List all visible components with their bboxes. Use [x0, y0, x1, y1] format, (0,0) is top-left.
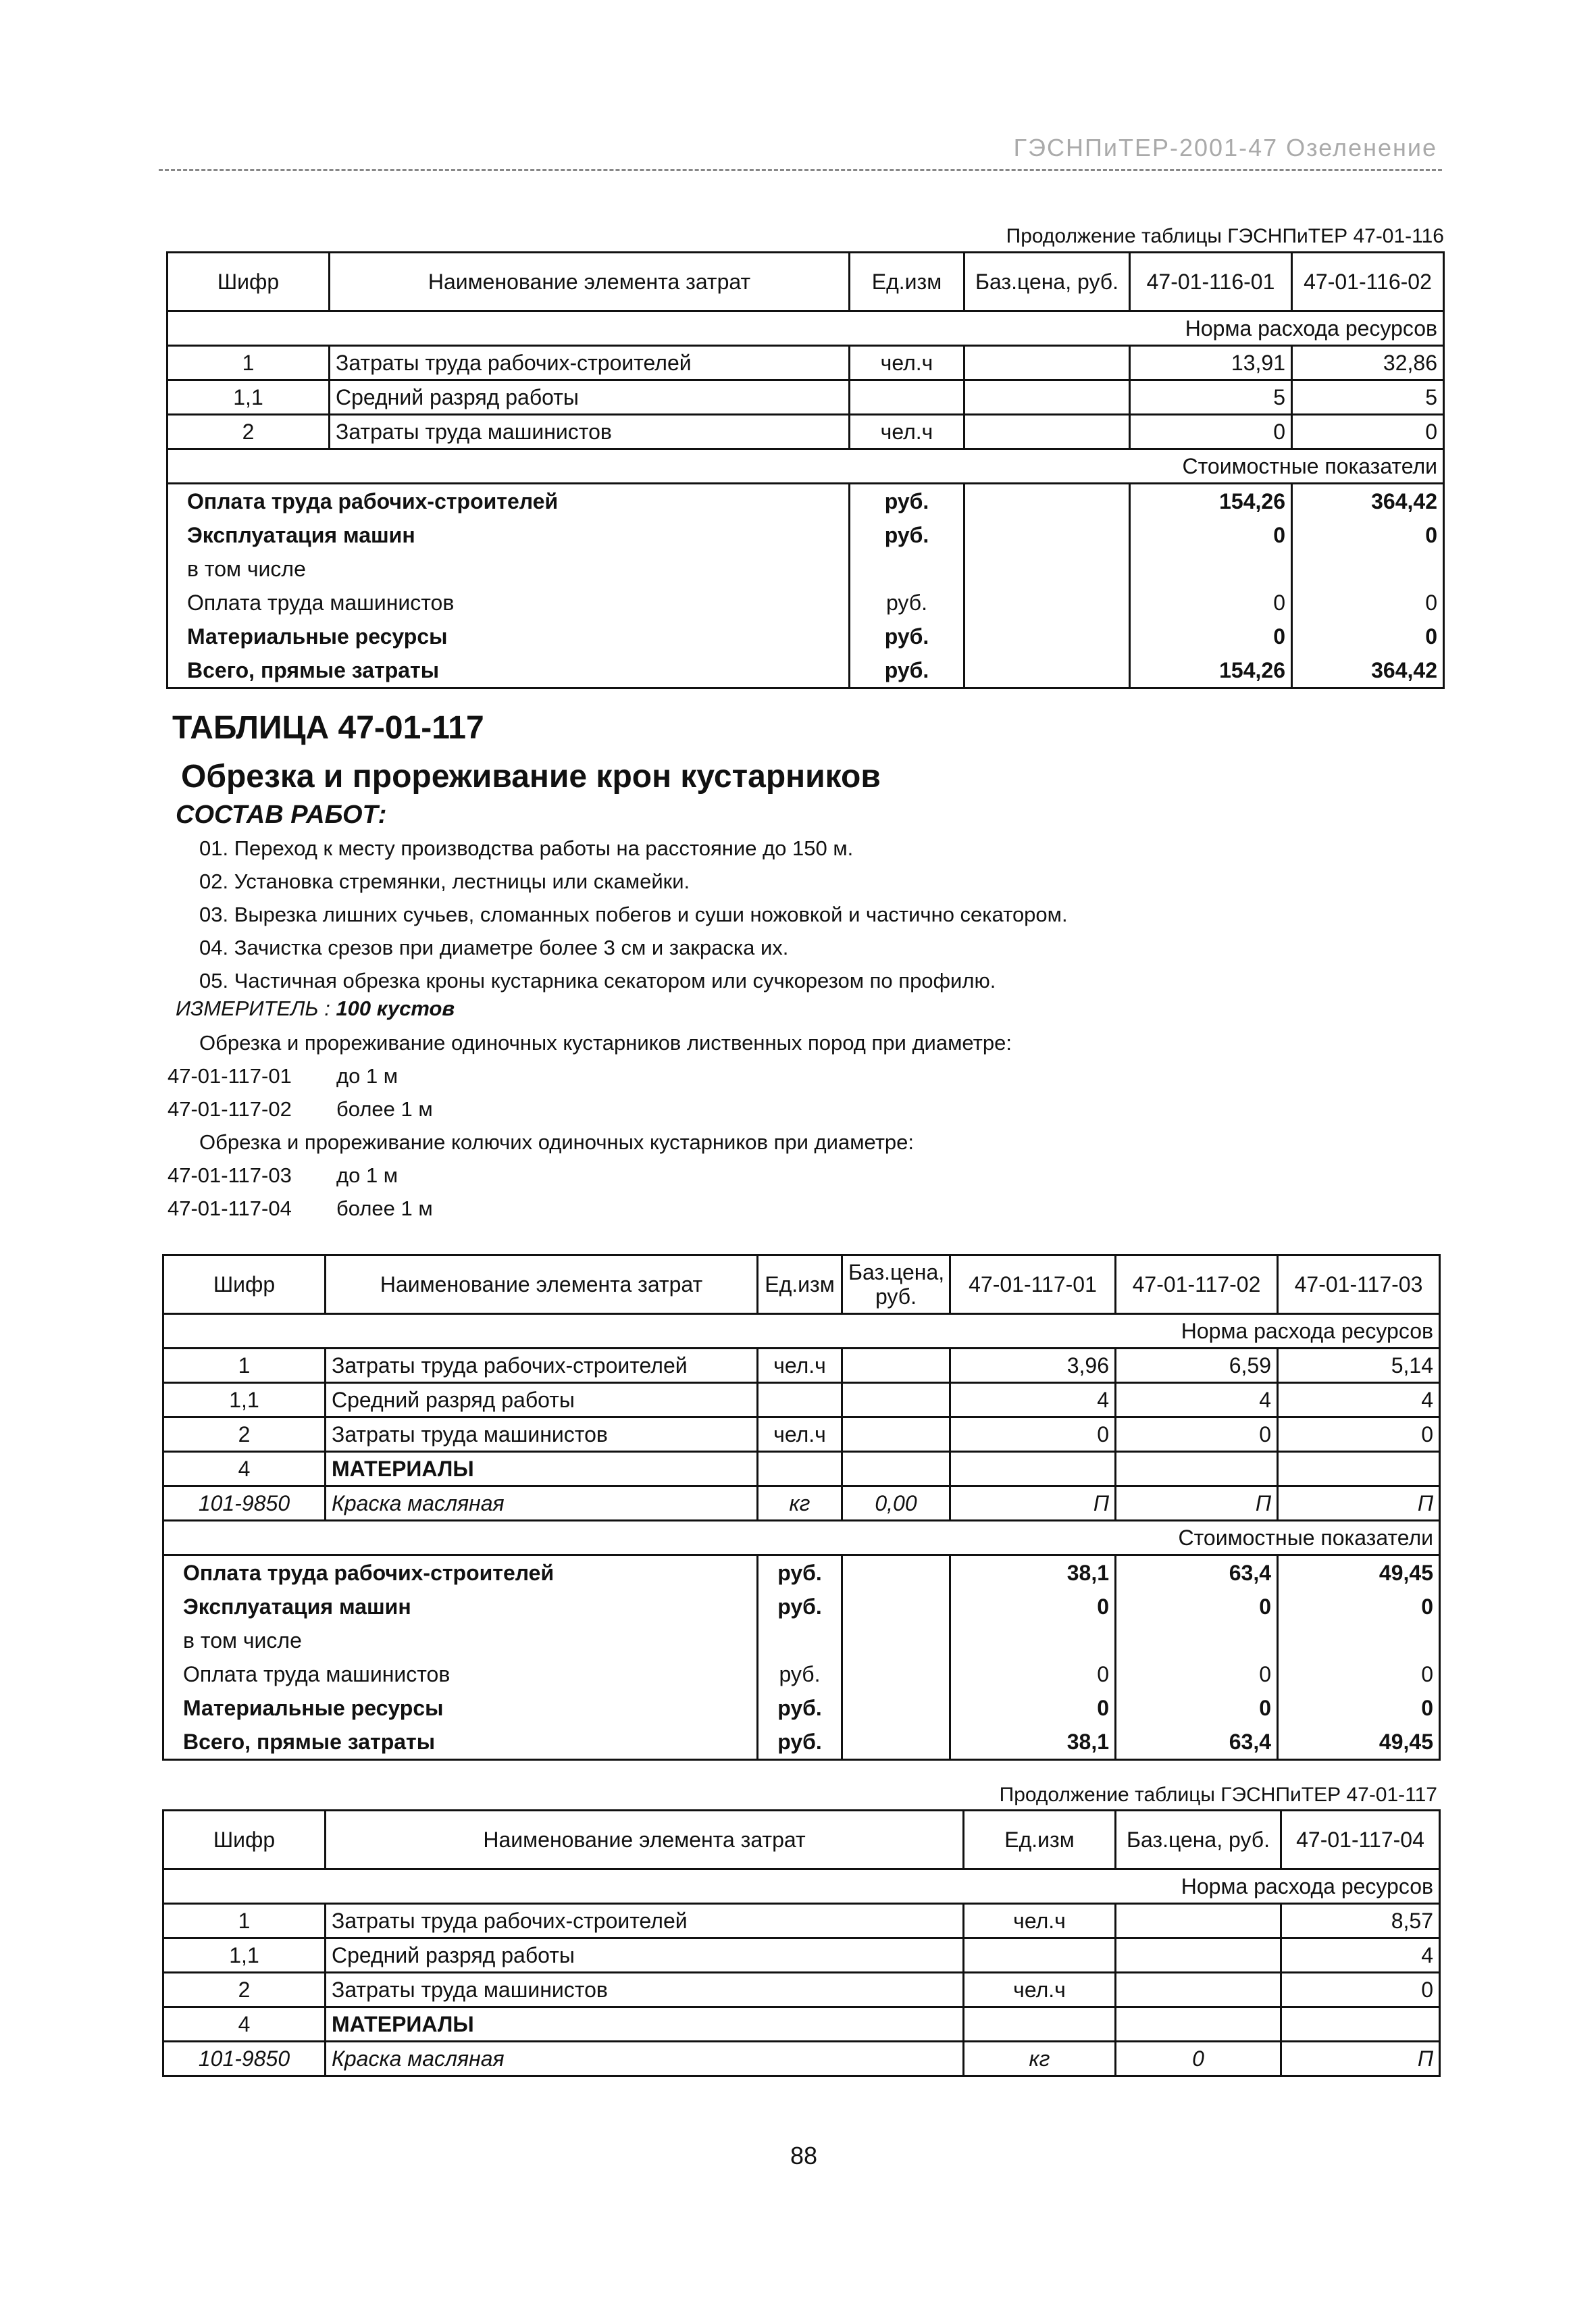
meter-value: 100 кустов — [336, 997, 455, 1020]
row-value-2: 0 — [1292, 415, 1444, 449]
row-value-1: 4 — [950, 1383, 1116, 1417]
summary-unit: руб. — [758, 1590, 842, 1624]
summary-value-1: 0 — [1130, 620, 1292, 653]
row-price — [1116, 1938, 1281, 1973]
table-row — [163, 1938, 1440, 1973]
header-cell-price: Баз.цена, руб. — [964, 253, 1130, 311]
row-value-2: 4 — [1116, 1383, 1278, 1417]
row-price — [1116, 2007, 1281, 2042]
row-value-3: 5,14 — [1278, 1349, 1440, 1383]
summary-unit: руб. — [758, 1555, 842, 1590]
table-row — [163, 1452, 1440, 1486]
header-cell-col2: 47-01-116-02 — [1292, 253, 1444, 311]
row-name: Средний разряд работы — [326, 1938, 964, 1973]
table-117 — [162, 1254, 1441, 1761]
code-text: до 1 м — [336, 1064, 398, 1088]
header-cell-name: Наименование элемента затрат — [326, 1811, 964, 1869]
code-line — [168, 1064, 398, 1088]
row-code: 101-9850 — [163, 1486, 326, 1521]
row-code: 4 — [163, 2007, 326, 2042]
row-value-3 — [1278, 1452, 1440, 1486]
row-value-1: 4 — [1281, 1938, 1440, 1973]
summary-row — [163, 1624, 1440, 1657]
table-117-continued — [162, 1809, 1441, 2077]
summary-value-1: 0 — [1130, 518, 1292, 552]
row-unit — [850, 380, 964, 415]
row-unit: чел.ч — [850, 415, 964, 449]
table-row — [163, 2042, 1440, 2076]
row-unit — [964, 2007, 1116, 2042]
summary-value-2: 0 — [1292, 586, 1444, 620]
meter — [176, 997, 455, 1021]
work-item: 03. Вырезка лишних сучьев, сломанных побегов и суши ножовкой и частично секатором. — [199, 903, 1068, 926]
row-code: 4 — [163, 1452, 326, 1486]
summary-value-2: 0 — [1116, 1691, 1278, 1725]
summary-value-3: 49,45 — [1278, 1555, 1440, 1590]
summary-value-1: 0 — [950, 1691, 1116, 1725]
summary-value-2 — [1116, 1624, 1278, 1657]
row-unit: кг — [758, 1486, 842, 1521]
meter-label: ИЗМЕРИТЕЛЬ : — [176, 997, 336, 1020]
cost-section-label: Стоимостные показатели — [168, 449, 1444, 484]
summary-name: Оплата труда машинистов — [163, 1657, 758, 1691]
summary-unit: руб. — [850, 518, 964, 552]
summary-row — [168, 484, 1444, 519]
summary-value-2: 63,4 — [1116, 1725, 1278, 1760]
row-name: Затраты труда машинистов — [326, 1973, 964, 2007]
row-value-1 — [1281, 2007, 1440, 2042]
row-value-2: 32,86 — [1292, 346, 1444, 380]
code: 47-01-117-01 — [168, 1064, 292, 1088]
row-price — [964, 346, 1130, 380]
code-text: более 1 м — [336, 1097, 433, 1121]
header-cell-col1: 47-01-117-01 — [950, 1255, 1116, 1314]
summary-name: Оплата труда машинистов — [168, 586, 850, 620]
code-line — [168, 1163, 398, 1188]
summary-value-3: 49,45 — [1278, 1725, 1440, 1760]
table-116-caption: Продолжение таблицы ГЭСНПиТЕР 47-01-116 — [1006, 225, 1444, 247]
row-unit: чел.ч — [758, 1417, 842, 1452]
table-row — [163, 2007, 1440, 2042]
code: 47-01-117-03 — [168, 1163, 292, 1187]
table-header-row — [168, 253, 1444, 311]
header-cell-col1: 47-01-117-04 — [1281, 1811, 1440, 1869]
row-name: Затраты труда машинистов — [326, 1417, 758, 1452]
summary-row — [168, 552, 1444, 586]
summary-unit — [850, 552, 964, 586]
summary-unit: руб. — [758, 1657, 842, 1691]
row-value-2: 6,59 — [1116, 1349, 1278, 1383]
header-cell-price: Баз.цена, руб. — [842, 1255, 950, 1314]
summary-unit: руб. — [850, 484, 964, 519]
table-header-row — [163, 1255, 1440, 1314]
summary-name: Всего, прямые затраты — [163, 1725, 758, 1760]
row-code: 1 — [163, 1904, 326, 1938]
row-value-2 — [1116, 1452, 1278, 1486]
row-value-1: 8,57 — [1281, 1904, 1440, 1938]
summary-name: Эксплуатация машин — [163, 1590, 758, 1624]
summary-row — [168, 586, 1444, 620]
summary-name: Оплата труда рабочих-строителей — [163, 1555, 758, 1590]
summary-value-1: 0 — [950, 1590, 1116, 1624]
row-price — [842, 1417, 950, 1452]
row-price: 0 — [1116, 2042, 1281, 2076]
row-price: 0,00 — [842, 1486, 950, 1521]
summary-name: в том числе — [168, 552, 850, 586]
summary-value-2: 364,42 — [1292, 653, 1444, 688]
row-name: Краска масляная — [326, 1486, 758, 1521]
summary-value-3 — [1278, 1624, 1440, 1657]
table-116 — [166, 251, 1445, 689]
summary-row — [163, 1555, 1440, 1590]
table-name: Обрезка и прореживание крон кустарников — [181, 759, 881, 795]
row-value-2: 5 — [1292, 380, 1444, 415]
summary-name: Материальные ресурсы — [163, 1691, 758, 1725]
summary-value-1 — [1130, 552, 1292, 586]
summary-value-3: 0 — [1278, 1657, 1440, 1691]
row-value-3: 0 — [1278, 1417, 1440, 1452]
summary-value-2: 0 — [1292, 518, 1444, 552]
row-name: Затраты труда рабочих-строителей — [326, 1349, 758, 1383]
work-item: 04. Зачистка срезов при диаметре более 3 см и закраска их. — [199, 936, 789, 959]
summary-name: Материальные ресурсы — [168, 620, 850, 653]
code-line — [168, 1097, 433, 1122]
table-row — [163, 1349, 1440, 1383]
table-row — [168, 380, 1444, 415]
row-name: МАТЕРИАЛЫ — [326, 2007, 964, 2042]
header-cell-unit: Ед.изм — [964, 1811, 1116, 1869]
row-code: 1 — [168, 346, 330, 380]
summary-row — [168, 620, 1444, 653]
row-code: 1,1 — [163, 1383, 326, 1417]
summary-row — [163, 1590, 1440, 1624]
norm-section-label: Норма расхода ресурсов — [163, 1869, 1440, 1904]
description: Обрезка и прореживание одиночных кустарников лиственных пород при диаметре: — [199, 1031, 1012, 1055]
summary-value-2: 0 — [1292, 620, 1444, 653]
table-row — [163, 1486, 1440, 1521]
summary-unit — [758, 1624, 842, 1657]
summary-row — [168, 518, 1444, 552]
summary-value-2: 364,42 — [1292, 484, 1444, 519]
row-code: 1,1 — [168, 380, 330, 415]
row-price — [842, 1349, 950, 1383]
row-name: Затраты труда машинистов — [330, 415, 850, 449]
header-cell-price: Баз.цена, руб. — [1116, 1811, 1281, 1869]
summary-value-2: 0 — [1116, 1590, 1278, 1624]
row-price — [964, 415, 1130, 449]
row-code: 1 — [163, 1349, 326, 1383]
summary-row — [163, 1657, 1440, 1691]
summary-row — [163, 1691, 1440, 1725]
summary-name: Всего, прямые затраты — [168, 653, 850, 688]
code-text: более 1 м — [336, 1197, 433, 1220]
header-cell-unit: Ед.изм — [758, 1255, 842, 1314]
header-divider — [159, 169, 1442, 171]
row-unit — [964, 1938, 1116, 1973]
header-cell-col3: 47-01-117-03 — [1278, 1255, 1440, 1314]
row-value-1: 5 — [1130, 380, 1292, 415]
summary-value-2: 0 — [1116, 1657, 1278, 1691]
summary-value-1: 154,26 — [1130, 653, 1292, 688]
header-cell-code: Шифр — [163, 1811, 326, 1869]
header-cell-name: Наименование элемента затрат — [326, 1255, 758, 1314]
row-price — [842, 1383, 950, 1417]
work-composition-label: СОСТАВ РАБОТ: — [176, 801, 387, 829]
row-unit: чел.ч — [964, 1973, 1116, 2007]
summary-row — [163, 1725, 1440, 1760]
row-value-1: 13,91 — [1130, 346, 1292, 380]
row-value-1: 0 — [1130, 415, 1292, 449]
row-name: Затраты труда рабочих-строителей — [330, 346, 850, 380]
row-unit: чел.ч — [964, 1904, 1116, 1938]
row-value-2: П — [1116, 1486, 1278, 1521]
cost-section-label: Стоимостные показатели — [163, 1521, 1440, 1555]
code-line — [168, 1197, 433, 1221]
row-name: Средний разряд работы — [326, 1383, 758, 1417]
row-unit: чел.ч — [758, 1349, 842, 1383]
row-name: Затраты труда рабочих-строителей — [326, 1904, 964, 1938]
page-number: 88 — [790, 2142, 818, 2169]
document-header-title: ГЭСНПиТЕР-2001-47 Озеленение — [1013, 134, 1437, 161]
header-cell-col1: 47-01-116-01 — [1130, 253, 1292, 311]
code: 47-01-117-02 — [168, 1097, 292, 1121]
work-item: 01. Переход к месту производства работы на расстояние до 150 м. — [199, 836, 854, 860]
summary-value-1: 0 — [1130, 586, 1292, 620]
header-cell-name: Наименование элемента затрат — [330, 253, 850, 311]
row-value-3: П — [1278, 1486, 1440, 1521]
row-name: МАТЕРИАЛЫ — [326, 1452, 758, 1486]
summary-value-1: 0 — [950, 1657, 1116, 1691]
summary-value-2 — [1292, 552, 1444, 586]
header-cell-unit: Ед.изм — [850, 253, 964, 311]
summary-value-2: 63,4 — [1116, 1555, 1278, 1590]
table-header-row — [163, 1811, 1440, 1869]
summary-row — [168, 653, 1444, 688]
summary-name: в том числе — [163, 1624, 758, 1657]
row-unit: кг — [964, 2042, 1116, 2076]
description: Обрезка и прореживание колючих одиночных кустарников при диаметре: — [199, 1130, 915, 1154]
row-value-1: 0 — [1281, 1973, 1440, 2007]
row-price — [964, 380, 1130, 415]
norm-section-label: Норма расхода ресурсов — [168, 311, 1444, 346]
table-row — [163, 1383, 1440, 1417]
table-row — [168, 415, 1444, 449]
row-unit — [758, 1383, 842, 1417]
summary-name: Эксплуатация машин — [168, 518, 850, 552]
row-value-1 — [950, 1452, 1116, 1486]
header-cell-code: Шифр — [168, 253, 330, 311]
code: 47-01-117-04 — [168, 1197, 292, 1220]
row-price — [1116, 1904, 1281, 1938]
summary-value-3: 0 — [1278, 1590, 1440, 1624]
table-title: ТАБЛИЦА 47-01-117 — [172, 710, 484, 746]
summary-value-1: 38,1 — [950, 1555, 1116, 1590]
summary-unit: руб. — [850, 653, 964, 688]
row-price — [1116, 1973, 1281, 2007]
norm-section-label: Норма расхода ресурсов — [163, 1314, 1440, 1349]
summary-value-1: 38,1 — [950, 1725, 1116, 1760]
summary-unit: руб. — [758, 1725, 842, 1760]
table-row — [168, 346, 1444, 380]
header-cell-code: Шифр — [163, 1255, 326, 1314]
row-value-1: П — [1281, 2042, 1440, 2076]
row-value-1: 0 — [950, 1417, 1116, 1452]
work-item: 02. Установка стремянки, лестницы или скамейки. — [199, 870, 690, 893]
code-text: до 1 м — [336, 1163, 398, 1187]
summary-value-1 — [950, 1624, 1116, 1657]
table-row — [163, 1417, 1440, 1452]
work-item: 05. Частичная обрезка кроны кустарника секатором или сучкорезом по профилю. — [199, 969, 996, 992]
summary-unit: руб. — [850, 620, 964, 653]
row-code: 101-9850 — [163, 2042, 326, 2076]
row-code: 2 — [163, 1973, 326, 2007]
row-name: Средний разряд работы — [330, 380, 850, 415]
row-unit: чел.ч — [850, 346, 964, 380]
row-code: 1,1 — [163, 1938, 326, 1973]
table-row — [163, 1904, 1440, 1938]
summary-name: Оплата труда рабочих-строителей — [168, 484, 850, 519]
table-row — [163, 1973, 1440, 2007]
row-code: 2 — [168, 415, 330, 449]
summary-value-1: 154,26 — [1130, 484, 1292, 519]
header-cell-col2: 47-01-117-02 — [1116, 1255, 1278, 1314]
summary-unit: руб. — [850, 586, 964, 620]
row-value-1: П — [950, 1486, 1116, 1521]
row-value-1: 3,96 — [950, 1349, 1116, 1383]
summary-unit: руб. — [758, 1691, 842, 1725]
row-price — [842, 1452, 950, 1486]
row-name: Краска масляная — [326, 2042, 964, 2076]
row-value-3: 4 — [1278, 1383, 1440, 1417]
row-unit — [758, 1452, 842, 1486]
row-code: 2 — [163, 1417, 326, 1452]
table-117b-caption: Продолжение таблицы ГЭСНПиТЕР 47-01-117 — [999, 1784, 1437, 1806]
summary-value-3: 0 — [1278, 1691, 1440, 1725]
row-value-2: 0 — [1116, 1417, 1278, 1452]
